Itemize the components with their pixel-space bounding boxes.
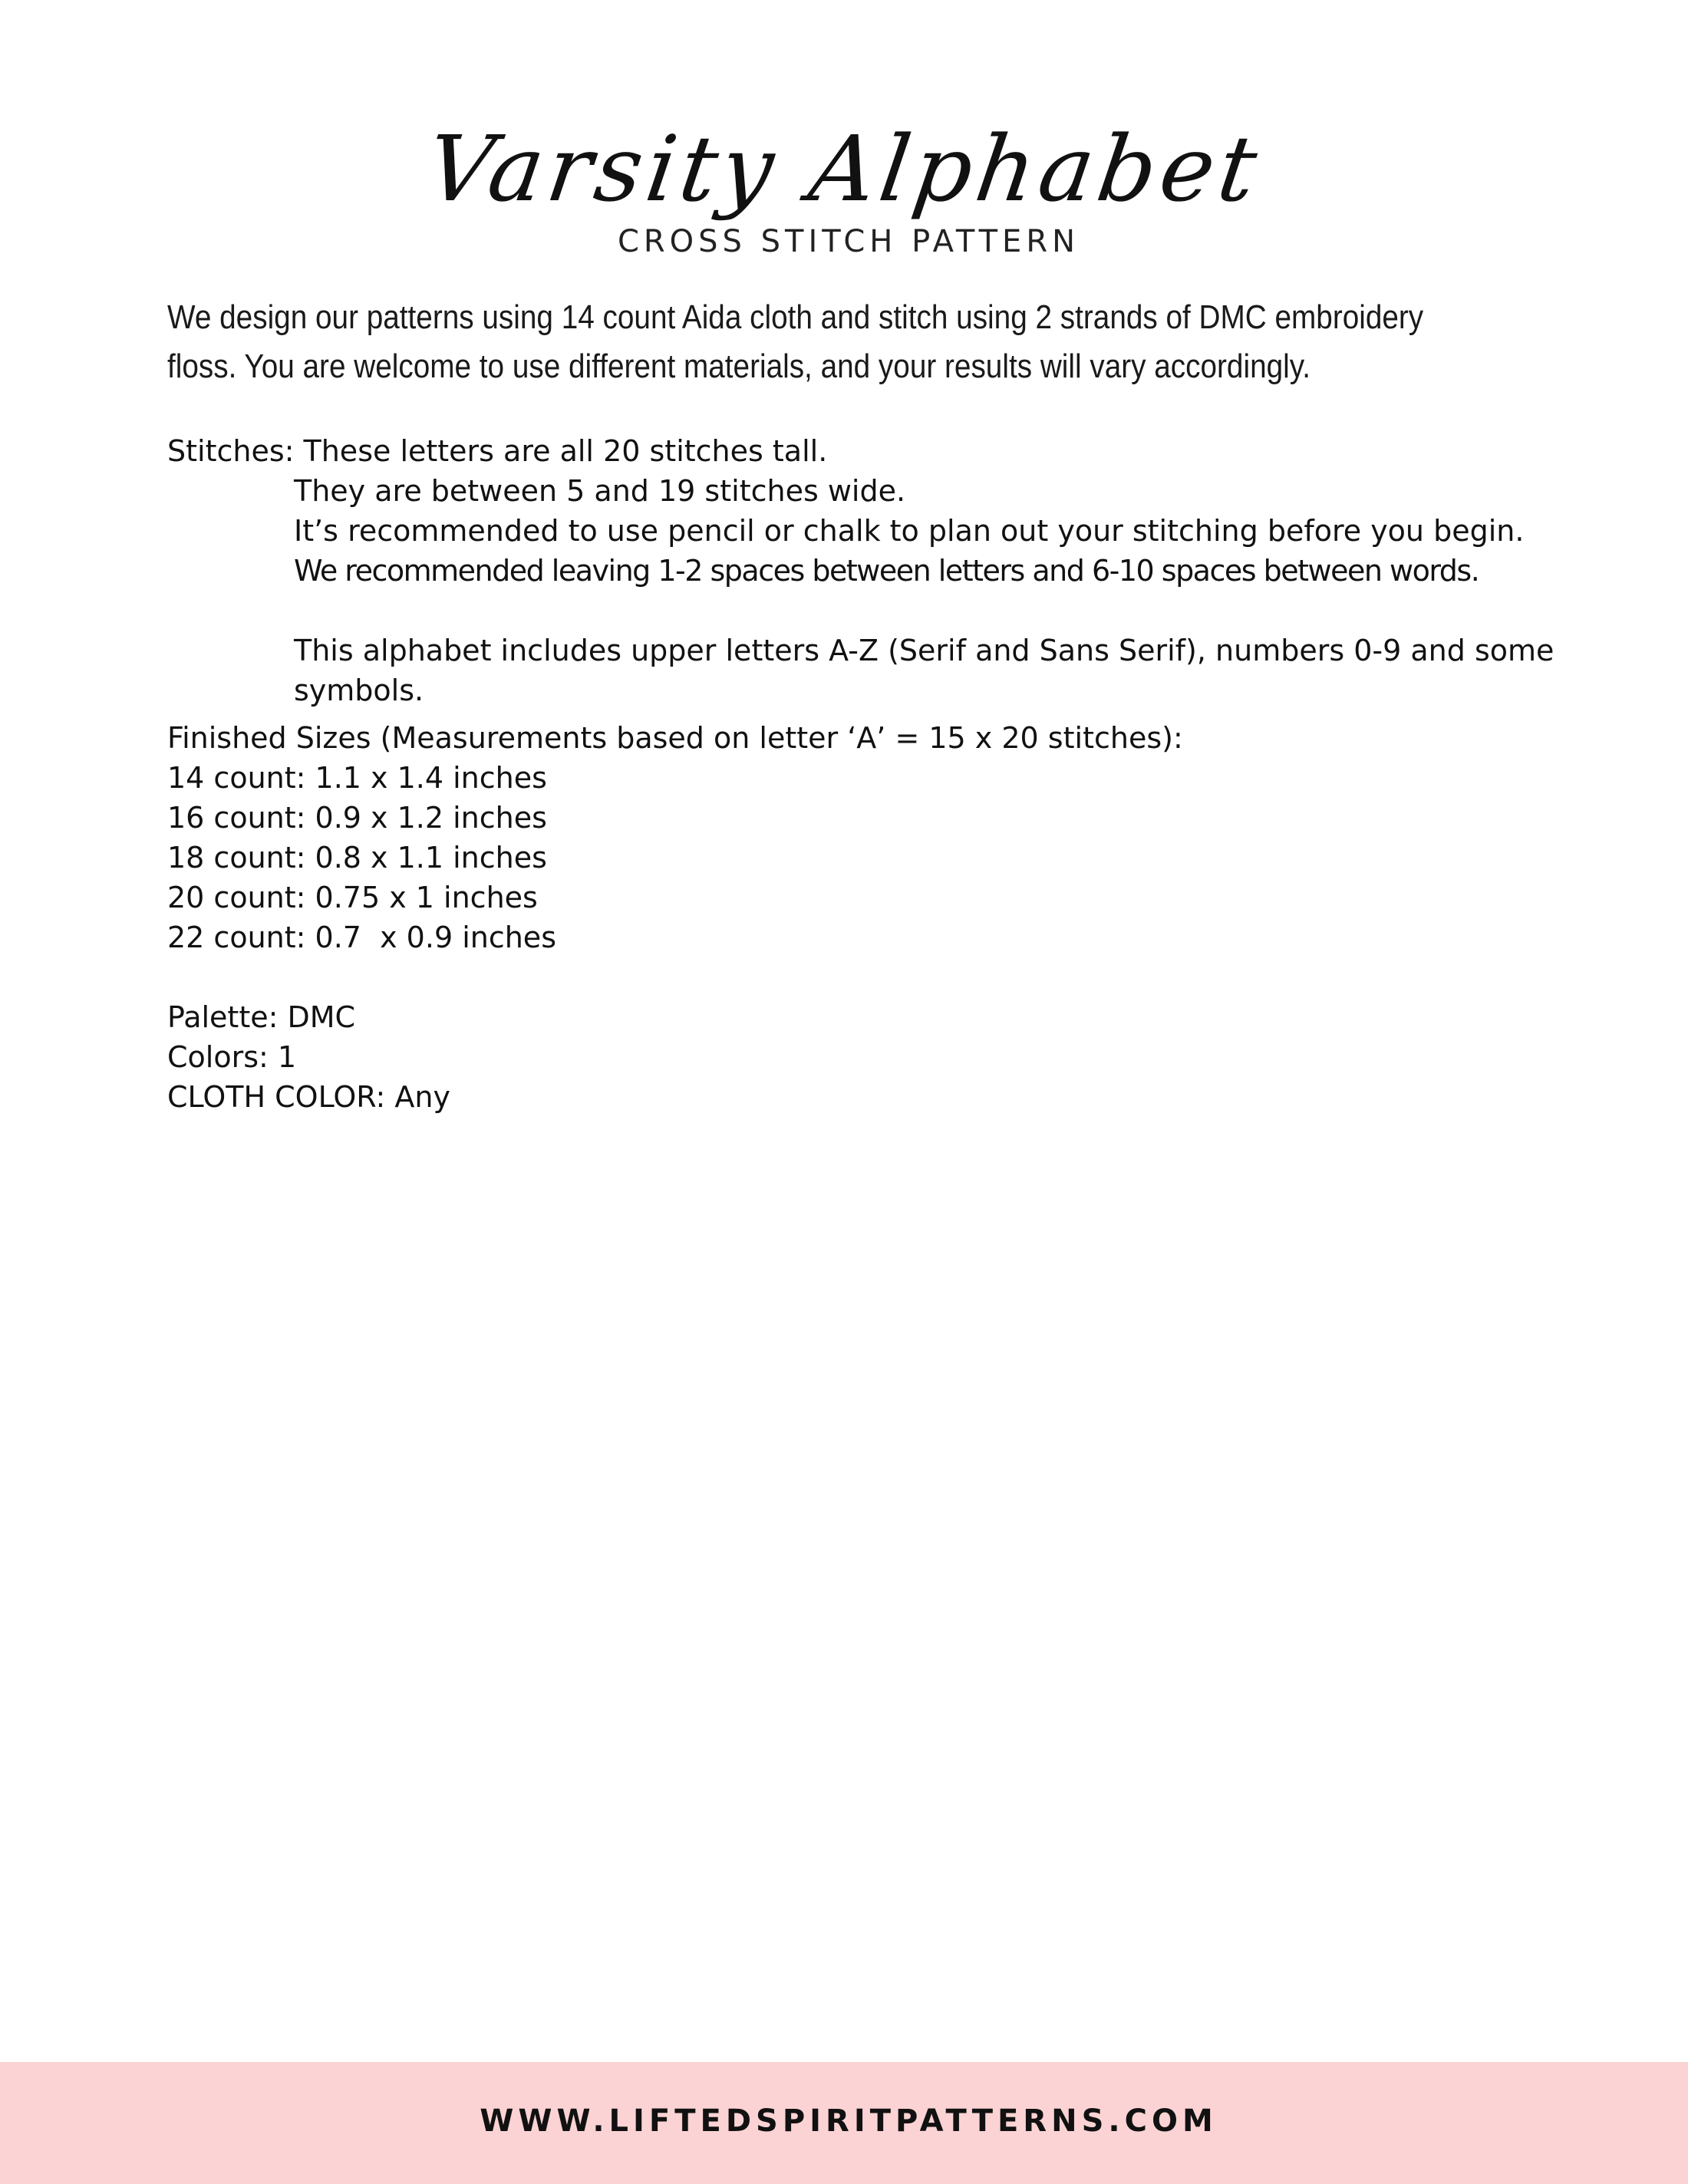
- size-item: 20 count: 0.75 x 1 inches: [167, 881, 538, 914]
- size-item: 22 count: 0.7 x 0.9 inches: [167, 921, 556, 954]
- stitches-line: Stitches: These letters are all 20 stitches tall.: [167, 434, 828, 468]
- stitches-line: It’s recommended to use pencil or chalk to plan out your stitching before you begin.: [294, 514, 1525, 548]
- page-title: Varsity Alphabet: [420, 116, 1268, 222]
- colors-line: Colors: 1: [167, 1040, 297, 1074]
- intro-line: floss. You are welcome to use different materials, and your results will vary accordingly.: [167, 348, 1311, 385]
- finished-sizes-heading: Finished Sizes (Measurements based on letter ‘A’ = 15 x 20 stitches):: [167, 721, 1183, 755]
- intro-line: We design our patterns using 14 count Aida cloth and stitch using 2 strands of DMC embroidery: [167, 298, 1424, 336]
- stitches-line: They are between 5 and 19 stitches wide.: [294, 474, 906, 508]
- stitches-section: [167, 431, 1625, 710]
- intro-paragraph: [167, 293, 1450, 391]
- finished-sizes-section: [167, 718, 1183, 957]
- footer-website-link[interactable]: WWW.LIFTEDSPIRITPATTERNS.COM: [480, 2103, 1218, 2139]
- stitches-line: We recommended leaving 1-2 spaces between letters and 6-10 spaces between words.: [294, 554, 1479, 588]
- palette-line: Palette: DMC: [167, 1000, 356, 1034]
- size-item: 16 count: 0.9 x 1.2 inches: [167, 801, 547, 835]
- stitches-line: This alphabet includes upper letters A-Z (Serif and Sans Serif), numbers 0-9 and some symbols.: [294, 634, 1554, 707]
- spacer: [167, 591, 1625, 631]
- palette-section: [167, 997, 450, 1117]
- page-subtitle: CROSS STITCH PATTERN: [617, 224, 1080, 259]
- size-item: 18 count: 0.8 x 1.1 inches: [167, 841, 547, 875]
- size-item: 14 count: 1.1 x 1.4 inches: [167, 761, 547, 795]
- cloth-color-line: CLOTH COLOR: Any: [167, 1080, 450, 1114]
